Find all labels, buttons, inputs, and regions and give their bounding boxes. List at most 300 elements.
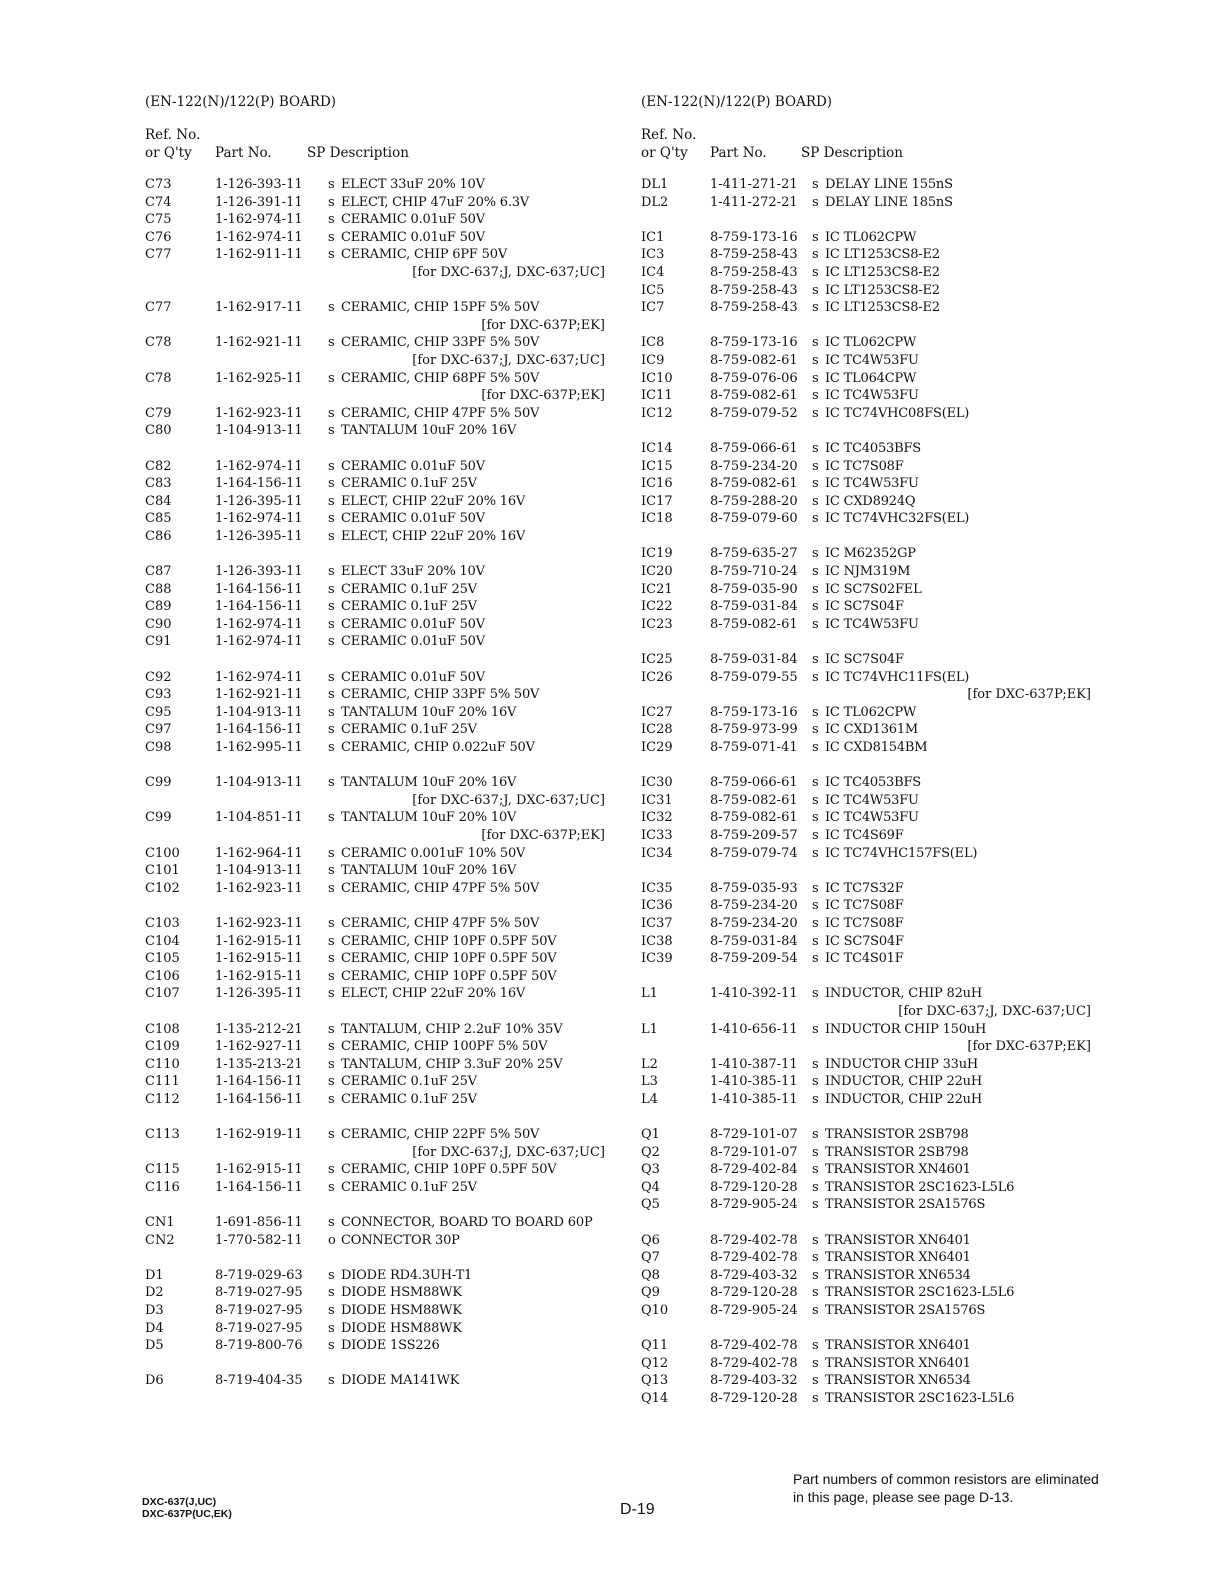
ref-no: C92	[145, 669, 172, 685]
ref-no: IC20	[641, 564, 673, 580]
column-headers-right	[641, 144, 1091, 162]
description: DIODE RD4.3UH-T1	[341, 1267, 473, 1283]
description: CERAMIC, CHIP 10PF 0.5PF 50V	[341, 933, 557, 949]
ref-no: C112	[145, 1091, 180, 1107]
description: IC LT1253CS8-E2	[825, 264, 940, 280]
part-row	[145, 563, 605, 581]
part-no: 8-719-404-35	[215, 1373, 303, 1389]
part-no: 1-411-271-21	[710, 177, 798, 192]
ref-no: L2	[641, 1056, 658, 1072]
ref-no: IC25	[641, 652, 673, 668]
sp-code: s	[328, 493, 335, 509]
description: CERAMIC, CHIP 6PF 50V	[341, 247, 508, 263]
ref-no: L1	[641, 1021, 658, 1037]
sp-code: s	[328, 1127, 335, 1143]
part-row	[145, 581, 605, 599]
description: INDUCTOR, CHIP 22uH	[825, 1074, 982, 1090]
part-row	[145, 1232, 605, 1250]
description: CERAMIC 0.1uF 25V	[341, 581, 477, 597]
ref-no: C103	[145, 915, 180, 931]
sp-code: s	[328, 722, 335, 738]
part-row	[145, 933, 605, 951]
ref-no: Q3	[641, 1162, 660, 1178]
sp-code: s	[812, 282, 819, 298]
part-no: 1-410-385-11	[710, 1091, 798, 1107]
description: TRANSISTOR XN6401	[825, 1250, 971, 1266]
ref-no: C75	[145, 212, 172, 228]
part-row	[145, 985, 605, 1003]
part-no: 8-759-209-54	[710, 951, 798, 967]
ref-no: IC29	[641, 740, 673, 755]
part-no: 8-759-082-61	[710, 810, 798, 826]
sp-code: s	[328, 1267, 335, 1283]
ref-no: IC3	[641, 247, 665, 263]
part-no: 1-162-915-11	[215, 1162, 303, 1178]
description: CONNECTOR 30P	[341, 1232, 460, 1248]
part-row	[641, 880, 1091, 898]
part-row	[641, 1091, 1091, 1109]
part-no: 1-410-392-11	[710, 986, 798, 1002]
part-row	[145, 1056, 605, 1074]
description: DELAY LINE 155nS	[825, 177, 953, 192]
sp-code: s	[812, 581, 819, 597]
part-row	[145, 1372, 605, 1390]
parts-list-right	[641, 176, 1091, 1408]
model-note: [for DXC-637;J, DXC-637;UC]	[898, 1003, 1091, 1019]
part-no: 8-759-035-90	[710, 581, 798, 597]
part-row	[145, 405, 605, 423]
part-row	[641, 194, 1091, 212]
sp-code: s	[328, 1373, 335, 1389]
qty-header: or Q'ty	[145, 145, 192, 161]
description: IC TL064CPW	[825, 370, 917, 386]
ref-no: IC12	[641, 405, 673, 421]
description: IC SC7S02FEL	[825, 581, 922, 597]
description: IC LT1253CS8-E2	[825, 282, 940, 298]
ref-no: IC22	[641, 599, 673, 615]
qty-header: or Q'ty	[641, 145, 688, 161]
part-no: 1-162-927-11	[215, 1039, 303, 1055]
part-row	[641, 1355, 1091, 1373]
part-row	[641, 809, 1091, 827]
part-row	[145, 1320, 605, 1338]
parts-group	[145, 774, 605, 897]
sp-code: s	[328, 810, 335, 826]
part-row	[641, 1302, 1091, 1320]
description: CERAMIC 0.01uF 50V	[341, 616, 485, 632]
ref-no: IC38	[641, 933, 673, 949]
model-note: [for DXC-637P;EK]	[967, 1039, 1091, 1055]
description: CERAMIC, CHIP 68PF 5% 50V	[341, 370, 540, 386]
part-row	[641, 897, 1091, 915]
part-no: 8-759-082-61	[710, 476, 798, 492]
part-no: 1-164-156-11	[215, 581, 303, 597]
part-no: 1-162-925-11	[215, 370, 303, 386]
ref-no: C97	[145, 722, 172, 738]
description: IC SC7S04F	[825, 933, 904, 949]
part-row	[641, 405, 1091, 423]
description: IC LT1253CS8-E2	[825, 300, 940, 316]
description: ELECT, CHIP 22uF 20% 16V	[341, 986, 526, 1002]
part-row	[145, 598, 605, 616]
sp-code: s	[812, 1303, 819, 1318]
part-no: 1-162-974-11	[215, 458, 303, 474]
ref-no: C83	[145, 476, 172, 492]
part-no: 1-162-995-11	[215, 740, 303, 755]
ref-no: Q11	[641, 1338, 669, 1354]
part-no: 1-162-915-11	[215, 951, 303, 967]
description: IC CXD8924Q	[825, 493, 916, 509]
model-line-1: DXC-637(J,UC)	[142, 1496, 217, 1508]
part-row	[641, 739, 1091, 757]
description: TANTALUM 10uF 20% 16V	[341, 863, 517, 879]
sp-code: s	[812, 616, 819, 632]
ref-no: Q1	[641, 1127, 660, 1143]
sp-code: s	[812, 440, 819, 456]
model-note: [for DXC-637;J, DXC-637;UC]	[412, 352, 605, 368]
sp-code: s	[812, 599, 819, 615]
description: CERAMIC 0.01uF 50V	[341, 511, 485, 527]
description: IC TC4W53FU	[825, 352, 919, 368]
part-no: 8-729-402-78	[710, 1338, 798, 1354]
sp-code: s	[812, 722, 819, 738]
ref-no: L1	[641, 986, 658, 1002]
ref-no: IC34	[641, 845, 673, 861]
model-note: [for DXC-637P;EK]	[481, 827, 605, 843]
description: IC TC4S69F	[825, 827, 904, 843]
part-row	[641, 1144, 1091, 1162]
ref-no: C91	[145, 634, 172, 650]
part-no: 8-759-031-84	[710, 933, 798, 949]
parts-group	[145, 176, 605, 282]
ref-no: IC7	[641, 300, 665, 316]
sp-code: s	[328, 845, 335, 861]
part-no: 8-759-079-55	[710, 669, 798, 685]
model-note: [for DXC-637P;EK]	[481, 317, 605, 333]
model-note: [for DXC-637P;EK]	[481, 388, 605, 404]
part-row	[641, 246, 1091, 264]
description: TRANSISTOR 2SB798	[825, 1144, 969, 1160]
part-row	[641, 1232, 1091, 1250]
description: IC LT1253CS8-E2	[825, 247, 940, 263]
part-row	[641, 493, 1091, 511]
part-row	[641, 1196, 1091, 1214]
description: IC TL062CPW	[825, 704, 917, 720]
part-row	[641, 704, 1091, 722]
description: CONNECTOR, BOARD TO BOARD 60P	[341, 1215, 593, 1231]
part-row	[641, 1126, 1091, 1144]
part-row	[145, 1337, 605, 1355]
part-row	[145, 862, 605, 880]
part-row	[145, 880, 605, 898]
ref-no: C108	[145, 1021, 180, 1037]
description: ELECT, CHIP 22uF 20% 16V	[341, 528, 526, 544]
sp-code: s	[812, 1285, 819, 1301]
description: IC TC74VHC11FS(EL)	[825, 669, 970, 685]
description: TRANSISTOR 2SA1576S	[825, 1303, 986, 1318]
sp-code: s	[812, 1074, 819, 1090]
footer-note-line-1: Part numbers of common resistors are eliminated	[793, 1471, 1099, 1487]
part-row	[641, 1372, 1091, 1390]
description: IC TC7S08F	[825, 458, 904, 474]
part-no: 8-719-027-95	[215, 1303, 303, 1318]
sp-code: s	[812, 247, 819, 263]
part-no: 1-126-393-11	[215, 564, 303, 580]
description: CERAMIC, CHIP 22PF 5% 50V	[341, 1127, 540, 1143]
description: CERAMIC 0.1uF 25V	[341, 1179, 477, 1195]
description: IC TC74VHC32FS(EL)	[825, 511, 970, 527]
description: IC TL062CPW	[825, 229, 917, 245]
parts-list-left	[145, 176, 605, 1390]
sp-code: s	[328, 1162, 335, 1178]
sp-code: s	[812, 827, 819, 843]
part-no: 1-164-156-11	[215, 1091, 303, 1107]
ref-no: IC10	[641, 370, 673, 386]
sp-code: s	[328, 528, 335, 544]
part-row	[641, 1337, 1091, 1355]
sp-code: s	[812, 1144, 819, 1160]
model-note: [for DXC-637;J, DXC-637;UC]	[412, 264, 605, 280]
description: CERAMIC, CHIP 10PF 0.5PF 50V	[341, 968, 557, 984]
part-no: 1-162-974-11	[215, 229, 303, 245]
part-no: 1-162-921-11	[215, 687, 303, 703]
part-no: 1-164-156-11	[215, 599, 303, 615]
sp-code: s	[812, 352, 819, 368]
page-number: D-19	[620, 1501, 655, 1518]
board-title-left: (EN-122(N)/122(P) BOARD)	[145, 94, 337, 110]
part-row	[145, 616, 605, 634]
part-no: 8-759-082-61	[710, 792, 798, 808]
part-row	[145, 721, 605, 739]
part-row	[641, 1179, 1091, 1197]
part-row	[145, 1214, 605, 1232]
part-row	[641, 1249, 1091, 1267]
part-row	[641, 387, 1091, 405]
sp-code: s	[812, 1232, 819, 1248]
description: TRANSISTOR XN6401	[825, 1338, 971, 1354]
part-no: 8-759-710-24	[710, 564, 798, 580]
ref-no: Q9	[641, 1285, 660, 1301]
description: ELECT 33uF 20% 10V	[341, 564, 485, 580]
sp-code: s	[812, 1355, 819, 1371]
part-row	[145, 845, 605, 863]
ref-no: C111	[145, 1074, 180, 1090]
ref-no: D5	[145, 1338, 164, 1354]
sp-code: s	[328, 476, 335, 492]
sp-code: s	[328, 933, 335, 949]
part-row	[145, 211, 605, 229]
sp-code: s	[812, 986, 819, 1002]
part-row	[641, 721, 1091, 739]
ref-no: C104	[145, 933, 180, 949]
part-no: 1-162-915-11	[215, 933, 303, 949]
parts-group	[145, 1267, 605, 1355]
part-row	[641, 545, 1091, 563]
part-no: 1-126-391-11	[215, 194, 303, 210]
ref-no: IC33	[641, 827, 673, 843]
ref-no: C88	[145, 581, 172, 597]
sp-code: s	[328, 634, 335, 650]
description: TRANSISTOR XN6401	[825, 1232, 971, 1248]
part-row	[641, 229, 1091, 247]
part-no: 1-162-915-11	[215, 968, 303, 984]
parts-group	[641, 440, 1091, 528]
part-no: 8-759-035-93	[710, 880, 798, 896]
parts-group	[641, 1232, 1091, 1320]
parts-group	[145, 915, 605, 1003]
part-row	[145, 669, 605, 687]
sp-code: s	[328, 880, 335, 896]
ref-no: Q2	[641, 1144, 660, 1160]
sp-header: SP Description	[801, 145, 903, 161]
ref-no: Q8	[641, 1267, 660, 1283]
part-no: 8-759-031-84	[710, 652, 798, 668]
part-no: 1-126-395-11	[215, 493, 303, 509]
part-row	[641, 827, 1091, 845]
sp-code: s	[812, 1127, 819, 1143]
description: TRANSISTOR XN6401	[825, 1355, 971, 1371]
sp-code: s	[328, 581, 335, 597]
sp-code: s	[812, 652, 819, 668]
description: IC TC4W53FU	[825, 616, 919, 632]
ref-no: C82	[145, 458, 172, 474]
part-row	[641, 440, 1091, 458]
part-no-header: Part No.	[710, 145, 767, 161]
part-no: 8-759-079-74	[710, 845, 798, 861]
sp-code: s	[328, 458, 335, 474]
description: CERAMIC, CHIP 47PF 5% 50V	[341, 405, 540, 421]
part-no: 8-759-258-43	[710, 247, 798, 263]
description: CERAMIC, CHIP 47PF 5% 50V	[341, 880, 540, 896]
model-note: [for DXC-637P;EK]	[967, 687, 1091, 703]
part-no: 8-729-101-07	[710, 1144, 798, 1160]
parts-group	[145, 669, 605, 757]
part-no: 8-719-027-95	[215, 1285, 303, 1301]
sp-code: s	[812, 564, 819, 580]
part-no: 1-162-923-11	[215, 880, 303, 896]
part-no: 8-729-402-78	[710, 1232, 798, 1248]
ref-no: C85	[145, 511, 172, 527]
ref-no: C101	[145, 863, 180, 879]
part-row	[641, 334, 1091, 352]
part-row	[145, 633, 605, 651]
ref-no: C87	[145, 564, 172, 580]
part-no: 8-759-173-16	[710, 229, 798, 245]
sp-code: s	[812, 880, 819, 896]
part-no: 1-162-917-11	[215, 300, 303, 316]
description: TRANSISTOR XN6534	[825, 1373, 971, 1389]
sp-code: s	[328, 740, 335, 755]
description: IC TC74VHC08FS(EL)	[825, 405, 970, 421]
sp-code: o	[328, 1232, 336, 1248]
part-row	[641, 563, 1091, 581]
sp-code: s	[812, 493, 819, 509]
part-no: 1-104-913-11	[215, 863, 303, 879]
sp-code: s	[328, 212, 335, 228]
description: TANTALUM, CHIP 2.2uF 10% 35V	[341, 1021, 563, 1037]
parts-group	[641, 1126, 1091, 1214]
sp-code: s	[812, 476, 819, 492]
description: IC TC74VHC157FS(EL)	[825, 845, 978, 861]
description: IC NJM319M	[825, 564, 911, 580]
ref-no: C77	[145, 247, 172, 263]
ref-no-header: Ref. No.	[145, 127, 201, 143]
ref-no: IC35	[641, 880, 673, 896]
ref-no: IC27	[641, 704, 673, 720]
description: CERAMIC 0.1uF 25V	[341, 476, 477, 492]
ref-no: Q4	[641, 1179, 660, 1195]
description: TANTALUM 10uF 20% 16V	[341, 775, 517, 791]
description: IC M62352GP	[825, 546, 916, 562]
ref-no: C76	[145, 229, 172, 245]
ref-no: D4	[145, 1320, 164, 1336]
part-no: 1-135-212-21	[215, 1021, 303, 1037]
part-no: 8-729-120-28	[710, 1390, 798, 1406]
ref-no: IC30	[641, 775, 673, 791]
ref-no: IC5	[641, 282, 665, 298]
description: TRANSISTOR 2SC1623-L5L6	[825, 1390, 1015, 1406]
sp-code: s	[812, 546, 819, 562]
part-row	[145, 809, 605, 827]
ref-no: C115	[145, 1162, 180, 1178]
ref-no: IC36	[641, 898, 673, 914]
sp-code: s	[328, 687, 335, 703]
part-row	[641, 581, 1091, 599]
parts-group	[641, 334, 1091, 422]
description: TRANSISTOR 2SC1623-L5L6	[825, 1285, 1015, 1301]
sp-code: s	[812, 704, 819, 720]
parts-group	[641, 651, 1091, 757]
part-row	[145, 246, 605, 264]
description: TRANSISTOR 2SA1576S	[825, 1197, 986, 1213]
board-title-right: (EN-122(N)/122(P) BOARD)	[641, 94, 833, 110]
part-row	[145, 1284, 605, 1302]
part-row	[641, 1161, 1091, 1179]
description: IC TC4W53FU	[825, 388, 919, 404]
description: CERAMIC 0.1uF 25V	[341, 1074, 477, 1090]
description: INDUCTOR, CHIP 82uH	[825, 986, 982, 1002]
sp-code: s	[328, 564, 335, 580]
part-no: 8-759-635-27	[710, 546, 798, 562]
sp-code: s	[812, 1338, 819, 1354]
part-row	[145, 528, 605, 546]
part-row	[145, 1073, 605, 1091]
ref-no: C102	[145, 880, 180, 896]
sp-code: s	[812, 792, 819, 808]
description: CERAMIC 0.1uF 25V	[341, 599, 477, 615]
sp-header: SP Description	[307, 145, 409, 161]
part-no: 8-759-288-20	[710, 493, 798, 509]
sp-code: s	[812, 388, 819, 404]
ref-no: IC26	[641, 669, 673, 685]
part-no: 8-759-234-20	[710, 915, 798, 931]
part-no: 1-162-911-11	[215, 247, 303, 263]
ref-no: D3	[145, 1303, 164, 1318]
description: TRANSISTOR XN6534	[825, 1267, 971, 1283]
ref-no: DL2	[641, 194, 669, 210]
part-no: 8-729-402-78	[710, 1355, 798, 1371]
part-no: 8-759-082-61	[710, 616, 798, 632]
part-no: 1-104-851-11	[215, 810, 303, 826]
part-no: 1-162-923-11	[215, 915, 303, 931]
part-row	[145, 1161, 605, 1179]
sp-code: s	[812, 1162, 819, 1178]
part-no: 1-162-974-11	[215, 616, 303, 632]
part-no: 1-691-856-11	[215, 1215, 303, 1231]
ref-no: C95	[145, 704, 172, 720]
ref-no: C98	[145, 740, 172, 755]
part-row	[145, 1267, 605, 1285]
